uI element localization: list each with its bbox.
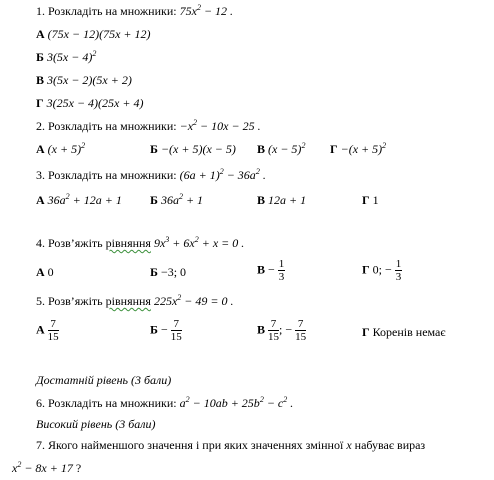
- q2-option-b: Б −(x + 5)(x − 5): [150, 142, 236, 156]
- q1-option-g: Г 3(25x − 4)(25x + 4): [36, 96, 144, 110]
- spellcheck-word: рівняння: [105, 294, 151, 308]
- q3-option-b: Б $36a^2 + 1$: [150, 192, 204, 207]
- q1-option-b: Б $3(5x - 4)^2$: [36, 49, 97, 64]
- q2-option-a: А $(x + 5)^2$: [36, 141, 86, 156]
- spellcheck-word: рівняння: [105, 236, 151, 250]
- question-3: 3. Розкладіть на множники: $(6a + 1)^2 - 36a^2$ .: [36, 167, 266, 182]
- question-1: [36, 4, 233, 18]
- question-7-line-1: 7. Якого найменшого значення і при яких значеннях змінної x набуває вираз: [36, 438, 426, 452]
- q1-option-a: А (75x − 12)(75x + 12): [36, 27, 151, 41]
- q4-option-g: Г 0; − $\frac{1}{3}$: [362, 258, 402, 283]
- q4-options: [0, 258, 494, 288]
- q2-option-g: $Г -(x + 5)^2$: [330, 141, 387, 156]
- level-sufficient-heading: Достатній рівень (3 бали): [36, 373, 172, 387]
- q5-options: [0, 318, 494, 348]
- question-2: 2. Розкладіть на множники: $-x^2 - 10x - 25$ .: [36, 118, 261, 133]
- q3-option-g: Г 1: [362, 193, 379, 207]
- q1-option-v: В 3(5x − 2)(5x + 2): [36, 73, 132, 87]
- q5-option-v: В $\frac{7}{15}$ ; − $\frac{7}{15}$: [257, 318, 307, 343]
- q3-options: [0, 193, 494, 209]
- q5-option-b: Б − $\frac{7}{15}$: [150, 318, 182, 343]
- question-5: 5. Розв’яжіть рівняння $225x^2 - 49 = 0$ .: [36, 293, 234, 308]
- q3-option-v: В 12a + 1: [257, 193, 307, 207]
- question-1-prompt: 1. Розкладіть на множники:: [36, 4, 180, 18]
- q5-option-a: А $\frac{7}{15}$: [36, 318, 59, 343]
- q5-option-g: Г Коренів немає: [362, 325, 446, 339]
- question-4: 4. Розв’яжіть рівняння $9x^3 + 6x^2 + x = 0$ .: [36, 235, 245, 250]
- level-high-heading: Високий рівень (3 бали): [36, 417, 156, 431]
- question-1-expression: $75x^2 - 12$ .: [179, 3, 234, 18]
- question-7-line-2: $x^2 - 8x + 17$ ?: [12, 460, 82, 475]
- question-6: 6. Розкладіть на множники: $a^2 - 10ab + 25b^2 - c^2$ .: [36, 395, 294, 410]
- q4-option-b: Б −3; 0: [150, 265, 187, 279]
- q2-options: [0, 142, 494, 158]
- q4-option-a: А 0: [36, 265, 54, 279]
- q4-option-v: В − $\frac{1}{3}$: [257, 258, 285, 283]
- q3-option-a: А $36a^2 + 12a + 1$: [36, 192, 122, 207]
- q2-option-v: В $(x - 5)^2$: [257, 141, 306, 156]
